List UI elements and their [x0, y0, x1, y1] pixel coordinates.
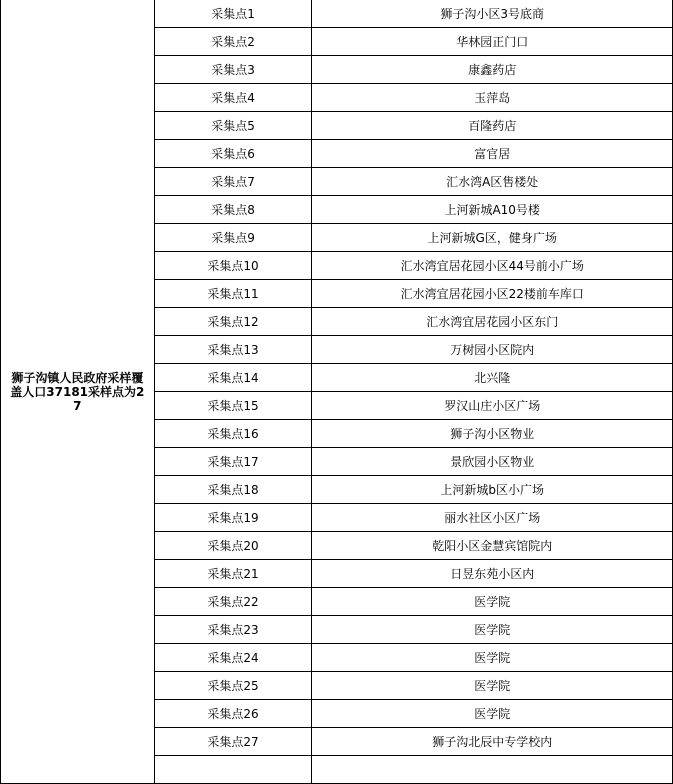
sampling-location-cell: 上河新城A10号楼	[312, 196, 673, 224]
sampling-point-cell: 采集点14	[154, 364, 312, 392]
sampling-location-cell: 玉萍岛	[312, 84, 673, 112]
sampling-location-cell: 狮子沟北辰中专学校内	[312, 728, 673, 756]
table-row	[1, 0, 673, 28]
sampling-location-cell: 汇水湾宜居花园小区22楼前车库口	[312, 280, 673, 308]
sampling-location-cell: 上河新城b区小广场	[312, 476, 673, 504]
sampling-location-cell: 医学院	[312, 700, 673, 728]
sampling-point-cell: 采集点16	[154, 420, 312, 448]
sampling-sites-body	[1, 0, 673, 784]
sampling-location-cell: 乾阳小区金慧宾馆院内	[312, 532, 673, 560]
sampling-location-cell: 医学院	[312, 616, 673, 644]
sampling-location-cell: 罗汉山庄小区广场	[312, 392, 673, 420]
sampling-location-cell: 医学院	[312, 644, 673, 672]
sampling-point-cell: 采集点8	[154, 196, 312, 224]
sampling-location-cell: 狮子沟小区物业	[312, 420, 673, 448]
sampling-location-cell: 汇水湾A区售楼处	[312, 168, 673, 196]
sampling-location-cell: 百隆药店	[312, 112, 673, 140]
sampling-point-cell: 采集点3	[154, 56, 312, 84]
sampling-point-cell: 采集点27	[154, 728, 312, 756]
sampling-point-cell: 采集点18	[154, 476, 312, 504]
sampling-point-cell: 采集点22	[154, 588, 312, 616]
sampling-location-cell: 北兴隆	[312, 364, 673, 392]
sampling-point-cell: 采集点26	[154, 700, 312, 728]
sampling-point-cell: 采集点11	[154, 280, 312, 308]
sampling-location-cell: 华林园正门口	[312, 28, 673, 56]
sampling-point-cell: 采集点24	[154, 644, 312, 672]
sampling-location-cell: 康鑫药店	[312, 56, 673, 84]
sampling-location-cell: 医学院	[312, 672, 673, 700]
sampling-point-cell: 采集点13	[154, 336, 312, 364]
sampling-point-cell: 采集点25	[154, 672, 312, 700]
sampling-location-cell: 上河新城G区，健身广场	[312, 224, 673, 252]
sampling-point-cell: 采集点12	[154, 308, 312, 336]
sampling-point-cell: 采集点6	[154, 140, 312, 168]
sampling-location-cell: 丽水社区小区广场	[312, 504, 673, 532]
sampling-location-cell: 汇水湾宜居花园小区44号前小广场	[312, 252, 673, 280]
sampling-point-cell: 采集点1	[154, 0, 312, 28]
sampling-location-cell: 富官居	[312, 140, 673, 168]
sampling-point-cell: 采集点2	[154, 28, 312, 56]
sampling-point-cell: 采集点17	[154, 448, 312, 476]
sampling-location-cell: 狮子沟小区3号底商	[312, 0, 673, 28]
sampling-point-cell: 采集点15	[154, 392, 312, 420]
sampling-location-cell: 万树园小区院内	[312, 336, 673, 364]
sampling-point-cell: 采集点23	[154, 616, 312, 644]
sampling-point-cell: 采集点4	[154, 84, 312, 112]
sampling-point-cell: 采集点7	[154, 168, 312, 196]
sampling-point-cell: 采集点19	[154, 504, 312, 532]
sampling-point-cell: 采集点21	[154, 560, 312, 588]
sampling-location-cell: 医学院	[312, 588, 673, 616]
sampling-point-cell: 采集点10	[154, 252, 312, 280]
sampling-location-cell: 汇水湾宜居花园小区东门	[312, 308, 673, 336]
empty-cell	[312, 756, 673, 784]
sampling-point-cell: 采集点20	[154, 532, 312, 560]
sampling-location-cell: 景欣园小区物业	[312, 448, 673, 476]
township-group-label: 狮子沟镇人民政府采样覆盖人口37181采样点为27	[1, 0, 155, 784]
empty-cell	[154, 756, 312, 784]
sampling-point-cell: 采集点9	[154, 224, 312, 252]
sampling-point-cell: 采集点5	[154, 112, 312, 140]
sampling-location-cell: 日昱东苑小区内	[312, 560, 673, 588]
